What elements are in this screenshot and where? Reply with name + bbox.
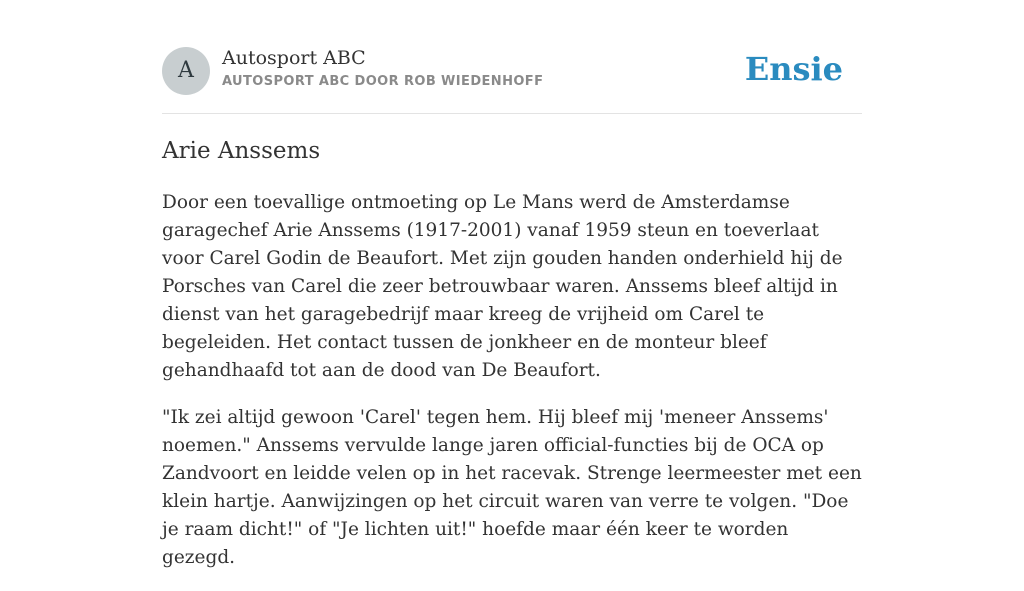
article-body: [162, 189, 862, 591]
article-paragraph: "Ik zei altijd gewoon 'Carel' tegen hem. Hij bleef mij 'meneer Anssems' noemen." Anssems vervulde lange jaren official-functies bij de OCA op Zandvoort en leidde velen op in het racevak. Strenge leermeester met een klein hartje. Aanwijzingen op het circuit waren van verre te volgen. "Doe je raam dicht!" of "Je lichten uit!" hoefde maar één keer te worden gezegd.: [162, 407, 862, 568]
avatar[interactable]: A: [162, 47, 210, 95]
brand-logo-link[interactable]: Ensie: [744, 50, 843, 88]
author-header: [162, 45, 862, 114]
article-title: Arie Anssems: [162, 138, 321, 164]
author-subtitle: AUTOSPORT ABC DOOR ROB WIEDENHOFF: [222, 74, 544, 89]
author-name-link[interactable]: Autosport ABC: [222, 47, 366, 69]
article-paragraph: Door een toevallige ontmoeting op Le Mans werd de Amsterdamse garagechef Arie Anssems (1917-2001) vanaf 1959 steun en toeverlaat voor Carel Godin de Beaufort. Met zijn gouden handen onderhield hij de Porsches van Carel die zeer betrouwbaar waren. Anssems bleef altijd in dienst van het garagebedrijf maar kreeg de vrijheid om Carel te begeleiden. Het contact tussen de jonkheer en de monteur bleef gehandhaafd tot aan de dood van De Beaufort.: [162, 192, 843, 381]
